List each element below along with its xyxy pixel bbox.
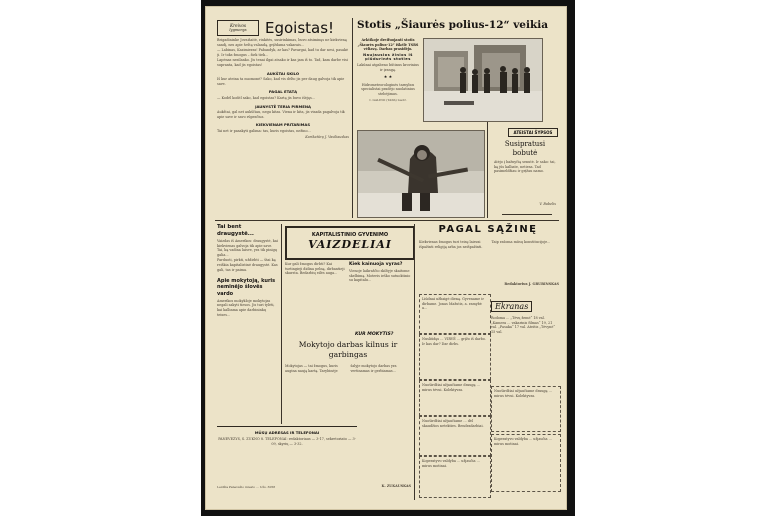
lower-left-column bbox=[217, 224, 279, 422]
egoistas-sign: Karikatūrą J. Vasiliauskas bbox=[305, 134, 349, 139]
draugyste-p1: Vaizdas iš Amerikos: draugystė, kai kiekvienas galvoja tik apie save. Tai, ką vadina laisve, yra tik pinigų galia... bbox=[217, 239, 278, 257]
vaizdeliai-body: Kur gali žmogus dirbti? Kai turtingieji didina pelną, dirbantieji skursta. Bedarbių eilės auga... bbox=[285, 262, 345, 276]
kur-mokytis-label: KUR MOKYTIS? bbox=[355, 332, 394, 337]
notice-3: Nuoširdžiai užjaučiame draugą ... mirus tėvui. Kolektyvas. bbox=[419, 380, 491, 416]
egoistas-p3: Lapėnas nesilanko. Jis tenai ilgai atsako ir kas jam iš to. Tad, kam darbe visi supranta, kad jis egoistas! bbox=[217, 58, 348, 67]
vertical-rule-1 bbox=[352, 18, 353, 218]
newspaper-page bbox=[205, 6, 567, 510]
vertical-rule-2 bbox=[281, 224, 282, 424]
egoistas-p1: Brigadininke Jovaišaitė, rinkitės, susirinkimas, buvo atsiminęs ne kiekvieną sandį, nes apie šeštą valandą, grįždama vakarais... bbox=[217, 38, 347, 47]
mokytojo-body: Mokytojas — tai žmogus, kuris augina naują kartą. Tarybinėje šalyje mokytojo darbas yra vertinamas ir gerbiamas... bbox=[285, 364, 397, 373]
photo-arctic-station bbox=[423, 38, 543, 122]
bobute-body: Atėjo į bažnyčią senutė. Ir sako: tai, ką jūs kalbate, netiesa. Tad pasimeldžiau ir grįžau namo. bbox=[494, 160, 556, 174]
egoistas-sub4: KIEKVIENAM PRITARIMAS bbox=[255, 122, 311, 128]
egoistas-p7: Tai net ir pasakyti galima: tas, kuris egoistas, nežino... bbox=[217, 128, 311, 133]
address-title: MŪSŲ ADRESAS IR TELEFONAI bbox=[254, 430, 320, 435]
vaizdeliai-line2: VAIZDELIAI bbox=[308, 238, 392, 251]
notice-5: Koperatyvo valdyba ... užjaučia ... mirus motinai. bbox=[419, 456, 491, 498]
vaizdeliai-banner bbox=[285, 226, 415, 260]
stotis-lead: Arktikoje dreifuojanti stotis „Šiaurės polius-12“ iškėlė TSRS vėliavą. Darbas prasidėjo. bbox=[357, 38, 419, 52]
kiek-kainuoja-body: Vienoje laikraščio skiltyje skaitome skelbimą. Moteris ieško sutuoktinio su kapitalu... bbox=[349, 269, 411, 283]
egoistas-body bbox=[217, 38, 349, 213]
ekranas-notice-2: Koperatyvo valdyba ... užjaučia ... mirus motinai. bbox=[491, 434, 561, 492]
bobute-headline-2: bobutė bbox=[512, 149, 538, 157]
egoistas-p6: Aukštai, gal net aukščiau, negu kitas. Viena ir kita, jis visada pagalvoja tik apie save ir savo rūpesčius. bbox=[217, 110, 345, 119]
mokytojas-headline: Apie mokytoją, kuris neminėjo šlovės vardo bbox=[217, 278, 276, 297]
egoistas-p2: — Labinas, Kazimieras! Pabandyk, ar kas? Pavargai, kad tu dar nesi, pasakė ji. Ir toks žmogus – šiek tiek... bbox=[217, 48, 349, 57]
ateistai-rubric: ATEISTAI ŠYPSOS bbox=[508, 128, 558, 137]
ekranas-title: Ekranas bbox=[491, 301, 532, 312]
mokytojo-sign: K. ŽUKAUSKAS bbox=[381, 484, 411, 488]
egoistas-p4: Iš kur ateina ta nuomonė? Sako, kad vis dėlto jis per daug galvoja tik apie save. bbox=[217, 77, 345, 86]
notice-4: Nuoširdžiai užjaučiame ... dėl skaudžios netekties. Bendradarbiai. bbox=[419, 416, 491, 456]
draugyste-headline: Tai bent draugystė... bbox=[217, 224, 254, 237]
horizontal-rule-main bbox=[215, 220, 559, 221]
mokytojo-headline-2: garbingas bbox=[328, 350, 368, 359]
ateistai-box bbox=[487, 122, 560, 218]
egoistas-sub2: PAGAL ETATĄ bbox=[268, 89, 298, 95]
rubric-line1: Kreivos bbox=[230, 23, 246, 28]
stotis-lead-column bbox=[357, 38, 419, 128]
address-body: PANEVĖŽYS, S. ŽUKNO 8. TELEFONAI: redaktoriaus — 3-17, sekretoriato — 3-09, skyrių — 3-32. bbox=[218, 437, 356, 446]
vertical-rule-3 bbox=[414, 224, 415, 500]
kiek-kainuoja-headline: Kiek kainuoja vyras? bbox=[349, 262, 403, 267]
ekranas-notice-1: Nuoširdžiai užjaučiame draugą ... mirus tėvui. Kolektyvas. bbox=[491, 386, 561, 432]
notice-2: Nusliūdęs ... VIRVĖ ... grįžo iš darbo. Ir kas dar? Dar dirbs. bbox=[419, 334, 491, 380]
notice-1: Liūdnai užbaigė dieną. Gyvename ir dirbame. Jonas Mažutis, a. ramybė a... bbox=[419, 294, 491, 334]
address-footer: Leidžia Panevėžio miesto ... Užs. 3058 bbox=[217, 485, 276, 489]
egoistas-sub3: JAUNYSTĖ TERIA PIRMENĄ bbox=[255, 103, 311, 109]
pagal-sazine-headline: PAGAL SĄŽINĘ bbox=[438, 224, 538, 235]
stotis-stars: ★ ★ bbox=[383, 74, 393, 80]
pagal-sazine-body: Kiekvienas žmogus turi teisę laisvai išpažinti religiją arba jos neišpažinti. Taip rašoma mūsų konstitucijoje... bbox=[419, 240, 551, 249]
draugyste-p2: Parduoti, pirkti, uždirbti — štai ką reiškia kapitalistinė draugystė. Kas gali, tas ir paima. bbox=[217, 258, 278, 272]
stotis-headline: Stotis „Šiaurės polius-12“ veikia bbox=[357, 19, 549, 31]
stotis-para2: Hidrometeorologinės tarnybos specialistai pradėjo nuolatinius stebėjimus. bbox=[361, 82, 415, 96]
photo-researcher bbox=[357, 130, 485, 218]
egoistas-sub1: AUKŠTAI SKILO bbox=[266, 70, 300, 76]
photo-caption: I. GALINO (TASS) nuotr. bbox=[369, 97, 407, 102]
ateistai-bottom-rule bbox=[502, 214, 552, 215]
stotis-para: Lakūnai atgabeno būtinus krovinius ir įrangą. bbox=[357, 62, 419, 72]
rubric-line2: lygmenys bbox=[229, 28, 247, 32]
ekranas-box bbox=[491, 294, 559, 494]
mokytojas-p1: Amerikos mokykloje mokytojas negali sakyti tiesos. Jis turi tylėti, kai kalbama apie darbininkų teises... bbox=[217, 298, 275, 317]
pagal-sazine-sign: Redaktorius J. GRUBINSKAS bbox=[504, 282, 559, 286]
vaizdeliai-line1: KAPITALISTINIO GYVENIMO bbox=[311, 232, 389, 238]
kiek-kainuoja-column bbox=[349, 262, 411, 330]
bobute-sign: V. Babelis bbox=[539, 202, 556, 206]
bobute-headline-1: Susipratusi bbox=[504, 140, 546, 148]
mokytojo-headline-1: Mokytojo darbas kilnus ir bbox=[298, 340, 398, 349]
egoistas-headline: Egoistas! bbox=[265, 19, 335, 37]
stotis-sub: Naujausios žinios iš plūdurinės stoties bbox=[363, 52, 413, 62]
egoistas-p5: — Kodėl kodėl sako, kad egoistas? Kartą jis buvo išėjęs... bbox=[217, 95, 315, 100]
ekranas-body: Rodoma ... „Tėvų žemė“ 18 val. „Kamera ... vakarinis filmas“ 19, 21 val. „Pasaka“ 17 val. Ateitis „Tėvynė“ 15 val. bbox=[491, 316, 556, 334]
rubric-box bbox=[217, 20, 259, 36]
